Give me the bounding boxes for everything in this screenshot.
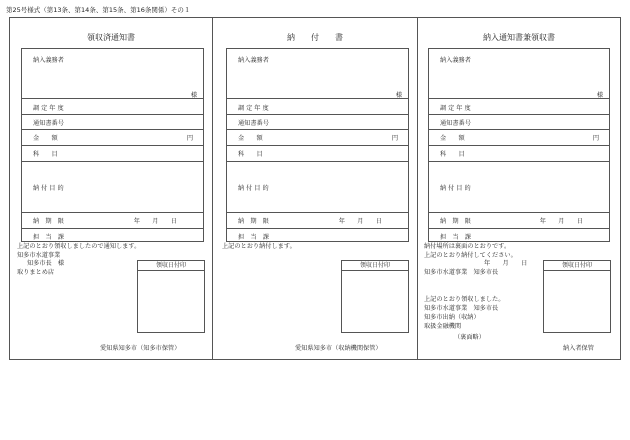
receipt-note-line: 上記のとおり領収しました。 — [424, 296, 505, 303]
section-title: 納入通知書兼領収書 — [483, 33, 555, 42]
section-footer: 愛知県知多市（知多市保管） — [100, 345, 181, 352]
field-label-amount: 金 額 — [33, 135, 58, 142]
row-divider — [227, 129, 408, 130]
note-line: 納付場所は裏面のとおりです。 — [424, 243, 511, 250]
receipt-date-stamp-box — [341, 260, 409, 333]
deadline-date: 年 月 日 — [133, 218, 177, 225]
field-label-purpose: 納 付 目 的 — [238, 185, 269, 192]
form-table — [226, 48, 409, 242]
field-label-payer: 納入義務者 — [33, 57, 64, 64]
field-label-dept: 担 当 課 — [238, 234, 269, 241]
row-divider — [227, 212, 408, 213]
row-divider — [22, 228, 203, 229]
section-title: 納 付 書 — [287, 33, 343, 42]
honorific-sama: 様 — [395, 92, 402, 99]
row-divider — [22, 161, 203, 162]
section-divider-2 — [417, 17, 418, 360]
section-divider-1 — [212, 17, 213, 360]
yen-unit: 円 — [391, 135, 398, 142]
form-number-header: 第25号様式（第13条、第14条、第15条、第16条関係）その１ — [6, 6, 191, 14]
row-divider — [429, 212, 609, 213]
field-label-year: 調 定 年 度 — [440, 105, 471, 112]
field-label-payer: 納入義務者 — [440, 57, 471, 64]
field-label-purpose: 納 付 目 的 — [33, 185, 64, 192]
row-divider — [429, 114, 609, 115]
field-label-dept: 担 当 課 — [33, 234, 64, 241]
yen-unit: 円 — [186, 135, 193, 142]
row-divider — [227, 228, 408, 229]
row-divider — [22, 114, 203, 115]
field-label-year: 調 定 年 度 — [33, 105, 64, 112]
stamp-box-label: 領収日付印 — [342, 261, 408, 271]
yen-unit: 円 — [592, 135, 599, 142]
row-divider — [22, 98, 203, 99]
form-table — [21, 48, 204, 242]
row-divider — [22, 129, 203, 130]
row-divider — [227, 145, 408, 146]
field-label-deadline: 納 期 限 — [238, 218, 269, 225]
honorific-sama: 様 — [190, 92, 197, 99]
field-label-notice_no: 通知書番号 — [440, 120, 471, 127]
receipt-date-stamp-box — [543, 260, 611, 333]
section-title: 領収済通知書 — [87, 33, 135, 42]
honorific-sama: 様 — [596, 92, 603, 99]
note-line: 上記のとおり納付します。 — [222, 243, 296, 250]
receipt-note-line: 知多市水道事業 知多市長 — [424, 305, 499, 312]
row-divider — [22, 145, 203, 146]
field-label-amount: 金 額 — [238, 135, 263, 142]
row-divider — [227, 98, 408, 99]
row-divider — [429, 161, 609, 162]
stamp-box-label: 領収日付印 — [544, 261, 610, 271]
row-divider — [429, 228, 609, 229]
stamp-box-label: 領収日付印 — [138, 261, 204, 271]
field-label-item: 科 目 — [33, 151, 58, 158]
note-line: 上記のとおり領収しましたので通知します。 — [17, 243, 141, 250]
back-omitted-note: （裏面略） — [454, 334, 485, 341]
note-line: 知多市水道事業 — [17, 251, 61, 259]
field-label-amount: 金 額 — [440, 135, 465, 142]
receipt-note-line: 取扱金融機関 — [424, 323, 462, 330]
receipt-date-stamp-box — [137, 260, 205, 333]
row-divider — [429, 98, 609, 99]
row-divider — [227, 114, 408, 115]
field-label-notice_no: 通知書番号 — [33, 120, 64, 127]
field-label-payer: 納入義務者 — [238, 57, 269, 64]
field-label-dept: 担 当 課 — [440, 234, 471, 241]
field-label-item: 科 目 — [238, 151, 263, 158]
field-label-year: 調 定 年 度 — [238, 105, 269, 112]
field-label-purpose: 納 付 目 的 — [440, 185, 471, 192]
row-divider — [429, 129, 609, 130]
note-line: 上記のとおり納付してください。 — [424, 251, 517, 259]
receipt-note-line: 知多市出納（収納） — [424, 314, 480, 321]
note-line: 取りまとめ店 — [17, 268, 55, 276]
form-table — [428, 48, 610, 242]
section-footer: 愛知県知多市（収納機関保管） — [295, 345, 382, 352]
deadline-date: 年 月 日 — [539, 218, 583, 225]
field-label-deadline: 納 期 限 — [440, 218, 471, 225]
deadline-date: 年 月 日 — [338, 218, 382, 225]
note-line: 知多市水道事業 知多市長 — [424, 268, 499, 276]
field-label-notice_no: 通知書番号 — [238, 120, 269, 127]
note-line: 知多市長 様 — [27, 260, 65, 267]
field-label-deadline: 納 期 限 — [33, 218, 64, 225]
section-footer: 納入者保管 — [563, 345, 594, 352]
row-divider — [429, 145, 609, 146]
note-line: 年 月 日 — [484, 260, 528, 267]
row-divider — [227, 161, 408, 162]
field-label-item: 科 目 — [440, 151, 465, 158]
row-divider — [22, 212, 203, 213]
